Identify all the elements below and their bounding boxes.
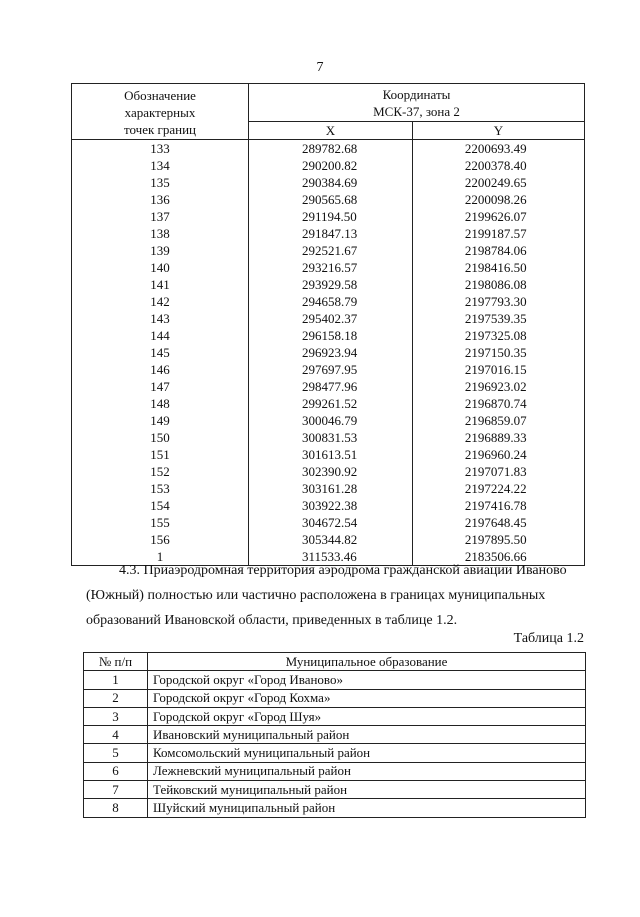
table-row <box>72 378 585 395</box>
table-row <box>72 225 585 242</box>
point-number-cell: 154 <box>72 497 249 514</box>
y-coordinate-cell: 2197793.30 <box>412 293 584 310</box>
table-row <box>72 361 585 378</box>
x-coordinate-cell: 299261.52 <box>249 395 413 412</box>
x-coordinate-cell: 290384.69 <box>249 174 413 191</box>
row-number-cell: 6 <box>84 762 148 780</box>
table-row <box>72 293 585 310</box>
paragraph-line: образований Ивановской области, приведенных в таблице 1.2. <box>86 613 458 628</box>
table-caption: Таблица 1.2 <box>513 631 584 646</box>
point-number-cell: 138 <box>72 225 249 242</box>
header-coordinates-line: МСК-37, зона 2 <box>373 104 460 119</box>
table-row <box>72 412 585 429</box>
point-number-cell: 148 <box>72 395 249 412</box>
y-coordinate-cell: 2199626.07 <box>412 208 584 225</box>
municipality-name-cell: Ивановский муниципальный район <box>148 726 586 744</box>
point-number-cell: 134 <box>72 157 249 174</box>
table-row <box>72 157 585 174</box>
x-coordinate-cell: 304672.54 <box>249 514 413 531</box>
municipality-name-cell: Городской округ «Город Шуя» <box>148 707 586 725</box>
x-coordinate-cell: 296923.94 <box>249 344 413 361</box>
table-row <box>84 799 586 817</box>
x-coordinate-cell: 293216.57 <box>249 259 413 276</box>
municipality-name-cell: Городской округ «Город Кохма» <box>148 689 586 707</box>
point-number-cell: 133 <box>72 140 249 158</box>
table-row <box>84 762 586 780</box>
municipality-name-cell: Тейковский муниципальный район <box>148 781 586 799</box>
point-number-cell: 137 <box>72 208 249 225</box>
municipality-name-cell: Городской округ «Город Иваново» <box>148 671 586 689</box>
table-row <box>84 744 586 762</box>
x-coordinate-cell: 298477.96 <box>249 378 413 395</box>
table-row <box>72 514 585 531</box>
point-number-cell: 146 <box>72 361 249 378</box>
y-coordinate-cell: 2197648.45 <box>412 514 584 531</box>
point-number-cell: 141 <box>72 276 249 293</box>
y-coordinate-cell: 2198086.08 <box>412 276 584 293</box>
y-coordinate-cell: 2196859.07 <box>412 412 584 429</box>
paragraph-line: (Южный) полностью или частично расположена в границах муниципальных <box>86 588 546 603</box>
table-row <box>72 395 585 412</box>
y-coordinate-cell: 2198784.06 <box>412 242 584 259</box>
y-coordinate-cell: 2196870.74 <box>412 395 584 412</box>
table-row <box>72 446 585 463</box>
table-row <box>72 480 585 497</box>
table-row <box>72 140 585 158</box>
x-coordinate-cell: 301613.51 <box>249 446 413 463</box>
table-row <box>72 310 585 327</box>
table-row <box>72 531 585 548</box>
x-coordinate-cell: 300831.53 <box>249 429 413 446</box>
table-row <box>72 344 585 361</box>
y-coordinate-cell: 2197539.35 <box>412 310 584 327</box>
point-number-cell: 150 <box>72 429 249 446</box>
y-coordinate-cell: 2196889.33 <box>412 429 584 446</box>
row-number-cell: 4 <box>84 726 148 744</box>
point-number-cell: 151 <box>72 446 249 463</box>
y-coordinate-cell: 2196960.24 <box>412 446 584 463</box>
y-coordinate-cell: 2197325.08 <box>412 327 584 344</box>
point-number-cell: 156 <box>72 531 249 548</box>
y-coordinate-cell: 2200098.26 <box>412 191 584 208</box>
header-y: Y <box>412 122 584 140</box>
municipality-name-cell: Шуйский муниципальный район <box>148 799 586 817</box>
municipality-name-cell: Комсомольский муниципальный район <box>148 744 586 762</box>
paragraph-line: 4.3. Приаэродромная территория аэродрома гражданской авиации Иваново <box>119 563 567 578</box>
row-number-cell: 5 <box>84 744 148 762</box>
table-row <box>72 259 585 276</box>
point-number-cell: 145 <box>72 344 249 361</box>
header-point-line: точек границ <box>123 122 197 137</box>
x-coordinate-cell: 311533.46 <box>249 548 413 566</box>
point-number-cell: 155 <box>72 514 249 531</box>
y-coordinate-cell: 2197224.22 <box>412 480 584 497</box>
table-row <box>72 276 585 293</box>
table-row <box>72 327 585 344</box>
y-coordinate-cell: 2197150.35 <box>412 344 584 361</box>
point-number-cell: 143 <box>72 310 249 327</box>
header-point-line: характерных <box>124 105 196 120</box>
row-number-cell: 1 <box>84 671 148 689</box>
y-coordinate-cell: 2197895.50 <box>412 531 584 548</box>
x-coordinate-cell: 305344.82 <box>249 531 413 548</box>
table-row <box>72 208 585 225</box>
x-coordinate-cell: 290200.82 <box>249 157 413 174</box>
municipality-name-cell: Лежневский муниципальный район <box>148 762 586 780</box>
coordinates-table <box>71 83 585 566</box>
point-number-cell: 142 <box>72 293 249 310</box>
row-number-cell: 2 <box>84 689 148 707</box>
header-municipality: Муниципальное образование <box>148 653 586 671</box>
y-coordinate-cell: 2197416.78 <box>412 497 584 514</box>
table-row <box>72 191 585 208</box>
point-number-cell: 153 <box>72 480 249 497</box>
point-number-cell: 139 <box>72 242 249 259</box>
header-coordinates-line: Координаты <box>382 87 451 102</box>
x-coordinate-cell: 302390.92 <box>249 463 413 480</box>
row-number-cell: 8 <box>84 799 148 817</box>
row-number-cell: 3 <box>84 707 148 725</box>
header-point-line: Обозначение <box>124 88 196 103</box>
point-number-cell: 1 <box>72 548 249 566</box>
x-coordinate-cell: 294658.79 <box>249 293 413 310</box>
table-row <box>84 671 586 689</box>
table-row <box>72 242 585 259</box>
header-coordinates <box>249 84 585 122</box>
x-coordinate-cell: 292521.67 <box>249 242 413 259</box>
point-number-cell: 140 <box>72 259 249 276</box>
point-number-cell: 135 <box>72 174 249 191</box>
row-number-cell: 7 <box>84 781 148 799</box>
y-coordinate-cell: 2183506.66 <box>412 548 584 566</box>
x-coordinate-cell: 290565.68 <box>249 191 413 208</box>
table-row <box>72 497 585 514</box>
point-number-cell: 147 <box>72 378 249 395</box>
x-coordinate-cell: 303922.38 <box>249 497 413 514</box>
table-row <box>84 781 586 799</box>
header-point-designation <box>72 84 249 140</box>
x-coordinate-cell: 291194.50 <box>249 208 413 225</box>
y-coordinate-cell: 2200249.65 <box>412 174 584 191</box>
x-coordinate-cell: 295402.37 <box>249 310 413 327</box>
x-coordinate-cell: 289782.68 <box>249 140 413 158</box>
table-row <box>72 429 585 446</box>
header-x: X <box>249 122 413 140</box>
point-number-cell: 136 <box>72 191 249 208</box>
point-number-cell: 152 <box>72 463 249 480</box>
x-coordinate-cell: 297697.95 <box>249 361 413 378</box>
y-coordinate-cell: 2200693.49 <box>412 140 584 158</box>
y-coordinate-cell: 2196923.02 <box>412 378 584 395</box>
y-coordinate-cell: 2197016.15 <box>412 361 584 378</box>
paragraph-4-3 <box>86 558 586 633</box>
table-row <box>72 174 585 191</box>
y-coordinate-cell: 2199187.57 <box>412 225 584 242</box>
x-coordinate-cell: 296158.18 <box>249 327 413 344</box>
page-number: 7 <box>316 60 324 75</box>
y-coordinate-cell: 2197071.83 <box>412 463 584 480</box>
municipal-table <box>83 652 586 818</box>
point-number-cell: 149 <box>72 412 249 429</box>
table-row <box>72 463 585 480</box>
x-coordinate-cell: 291847.13 <box>249 225 413 242</box>
point-number-cell: 144 <box>72 327 249 344</box>
table-row <box>84 726 586 744</box>
x-coordinate-cell: 293929.58 <box>249 276 413 293</box>
header-number: № п/п <box>84 653 148 671</box>
table-row <box>84 689 586 707</box>
table-row <box>84 707 586 725</box>
x-coordinate-cell: 303161.28 <box>249 480 413 497</box>
y-coordinate-cell: 2200378.40 <box>412 157 584 174</box>
x-coordinate-cell: 300046.79 <box>249 412 413 429</box>
y-coordinate-cell: 2198416.50 <box>412 259 584 276</box>
